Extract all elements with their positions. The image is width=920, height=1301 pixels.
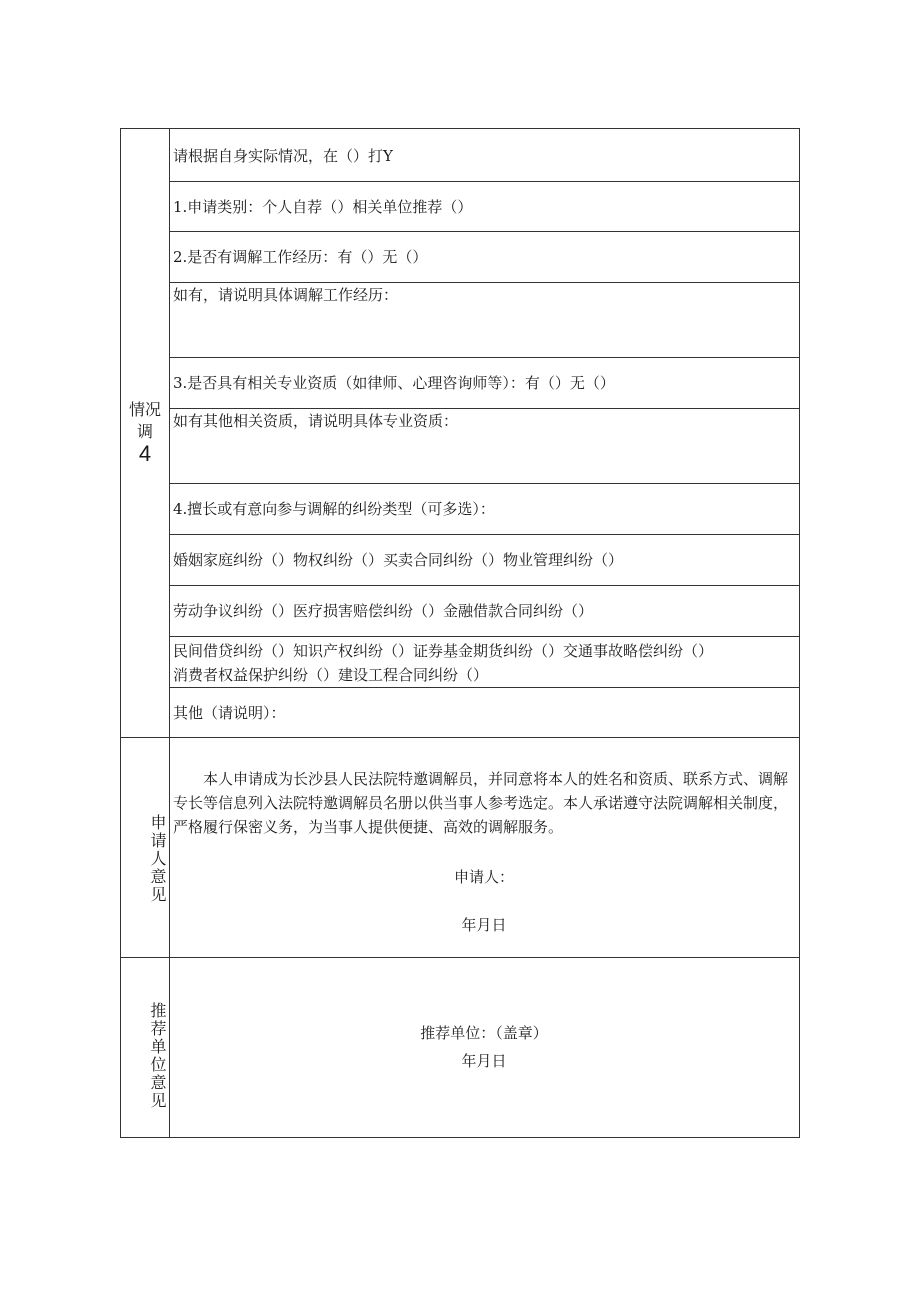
section-label-recommending-unit: 推荐单位意见 (148, 1002, 167, 1110)
mediation-experience-row: 2.是否有调解工作经历：有（）无（） (173, 248, 428, 266)
dispute-types-row-1: 婚姻家庭纠纷（）物权纠纷（）买卖合同纠纷（）物业管理纠纷（） (173, 551, 624, 569)
application-form-table (120, 128, 800, 1138)
section-label-situation (121, 399, 169, 465)
row-divider (169, 357, 799, 358)
recommending-unit-seal: 推荐单位：（盖章） (420, 1024, 548, 1042)
row-divider (169, 181, 799, 182)
row-divider (169, 483, 799, 484)
application-type-row: 1.申请类别：个人自荐（）相关单位推荐（） (173, 198, 473, 216)
row-divider (169, 231, 799, 232)
row-divider (169, 636, 799, 637)
dispute-types-row-2: 劳动争议纠纷（）医疗损害赔偿纠纷（）金融借款合同纠纷（） (173, 602, 594, 620)
row-divider (169, 534, 799, 535)
applicant-date: 年月日 (461, 916, 507, 934)
row-divider (169, 687, 799, 688)
qualification-detail-prompt: 如有其他相关资质，请说明具体专业资质： (173, 412, 459, 430)
experience-detail-prompt: 如有，请说明具体调解工作经历： (173, 286, 399, 304)
section-divider (121, 957, 799, 958)
label-column-divider (169, 129, 170, 1137)
dispute-types-row-4: 消费者权益保护纠纷（）建设工程合同纠纷（） (173, 666, 489, 684)
situation-label-line1: 情况 (128, 400, 161, 419)
other-dispute-row: 其他（请说明）： (173, 704, 286, 722)
recommending-unit-date: 年月日 (461, 1052, 507, 1070)
section-divider (121, 737, 799, 738)
dispute-types-row-3: 民间借贷纠纷（）知识产权纠纷（）证券基金期货纠纷（）交通事故略偿纠纷（） (173, 642, 714, 660)
instruction-text: 请根据自身实际情况，在（）打Y (173, 147, 393, 165)
situation-label-line3: 4 (138, 441, 152, 466)
applicant-signature: 申请人： (453, 868, 514, 886)
qualification-row: 3.是否具有相关专业资质（如律师、心理咨询师等）：有（）无（） (173, 374, 615, 392)
row-divider (169, 585, 799, 586)
situation-label-line2: 调 (136, 422, 153, 441)
section-label-applicant-opinion: 申请人意见 (148, 814, 167, 904)
dispute-types-heading: 4.擅长或有意向参与调解的纠纷类型（可多选）： (173, 500, 495, 518)
applicant-statement: 本人申请成为长沙县人民法院特邀调解员，并同意将本人的姓名和资质、联系方式、调解专长等信息列入法院特邀调解员名册以供当事人参考选定。本人承诺遵守法院调解相关制度，严格履行保密义务，为当事人提供便捷、高效的调解服务。 (173, 770, 789, 836)
